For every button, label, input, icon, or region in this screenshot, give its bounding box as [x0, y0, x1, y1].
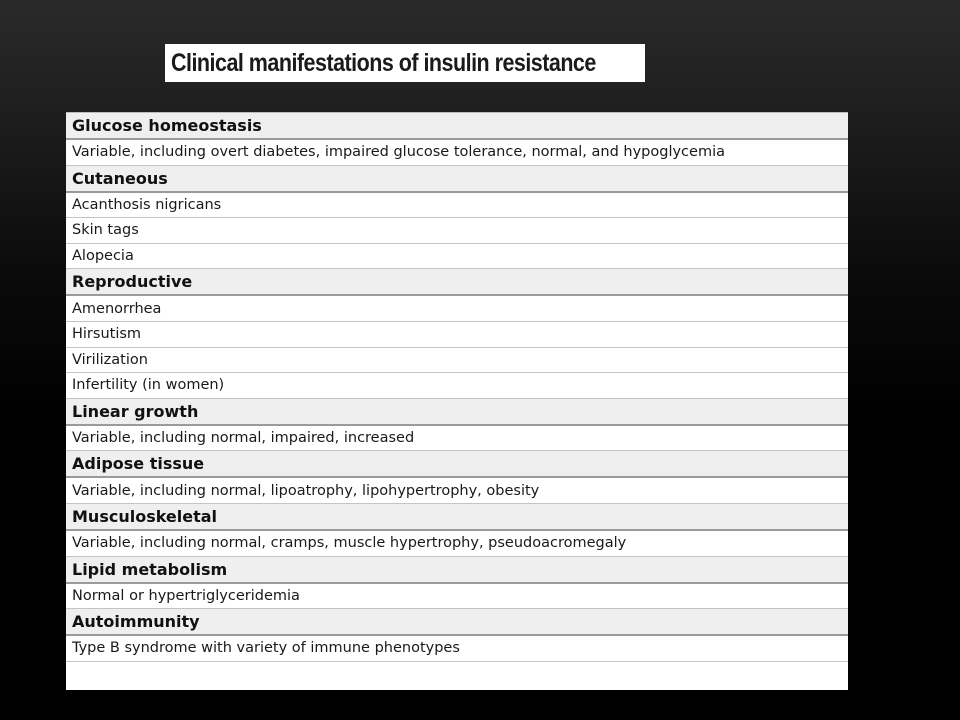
- section-item: Variable, including normal, cramps, muscle hypertrophy, pseudoacromegaly: [66, 531, 848, 557]
- section-item: Hirsutism: [66, 322, 848, 348]
- section-item: Type B syndrome with variety of immune phenotypes: [66, 636, 848, 662]
- section-item: Virilization: [66, 348, 848, 374]
- section-item: Skin tags: [66, 218, 848, 244]
- section-item: Variable, including overt diabetes, impaired glucose tolerance, normal, and hypoglycemia: [66, 140, 848, 166]
- manifestations-table: [66, 112, 848, 690]
- section-item: Amenorrhea: [66, 296, 848, 322]
- section-heading: Reproductive: [66, 269, 848, 296]
- section-item: Variable, including normal, impaired, increased: [66, 426, 848, 452]
- slide-title: Clinical manifestations of insulin resistance: [171, 48, 596, 77]
- section-item: Alopecia: [66, 244, 848, 270]
- section-item: Normal or hypertriglyceridemia: [66, 584, 848, 610]
- section-item: Acanthosis nigricans: [66, 193, 848, 219]
- section-heading: Musculoskeletal: [66, 504, 848, 531]
- section-heading: Adipose tissue: [66, 451, 848, 478]
- section-heading: Lipid metabolism: [66, 557, 848, 584]
- section-heading: Autoimmunity: [66, 609, 848, 636]
- section-heading: Glucose homeostasis: [66, 113, 848, 140]
- section-item: Infertility (in women): [66, 373, 848, 399]
- section-heading: Linear growth: [66, 399, 848, 426]
- section-item: Variable, including normal, lipoatrophy, lipohypertrophy, obesity: [66, 478, 848, 504]
- section-heading: Cutaneous: [66, 166, 848, 193]
- slide-title-box: [165, 44, 645, 82]
